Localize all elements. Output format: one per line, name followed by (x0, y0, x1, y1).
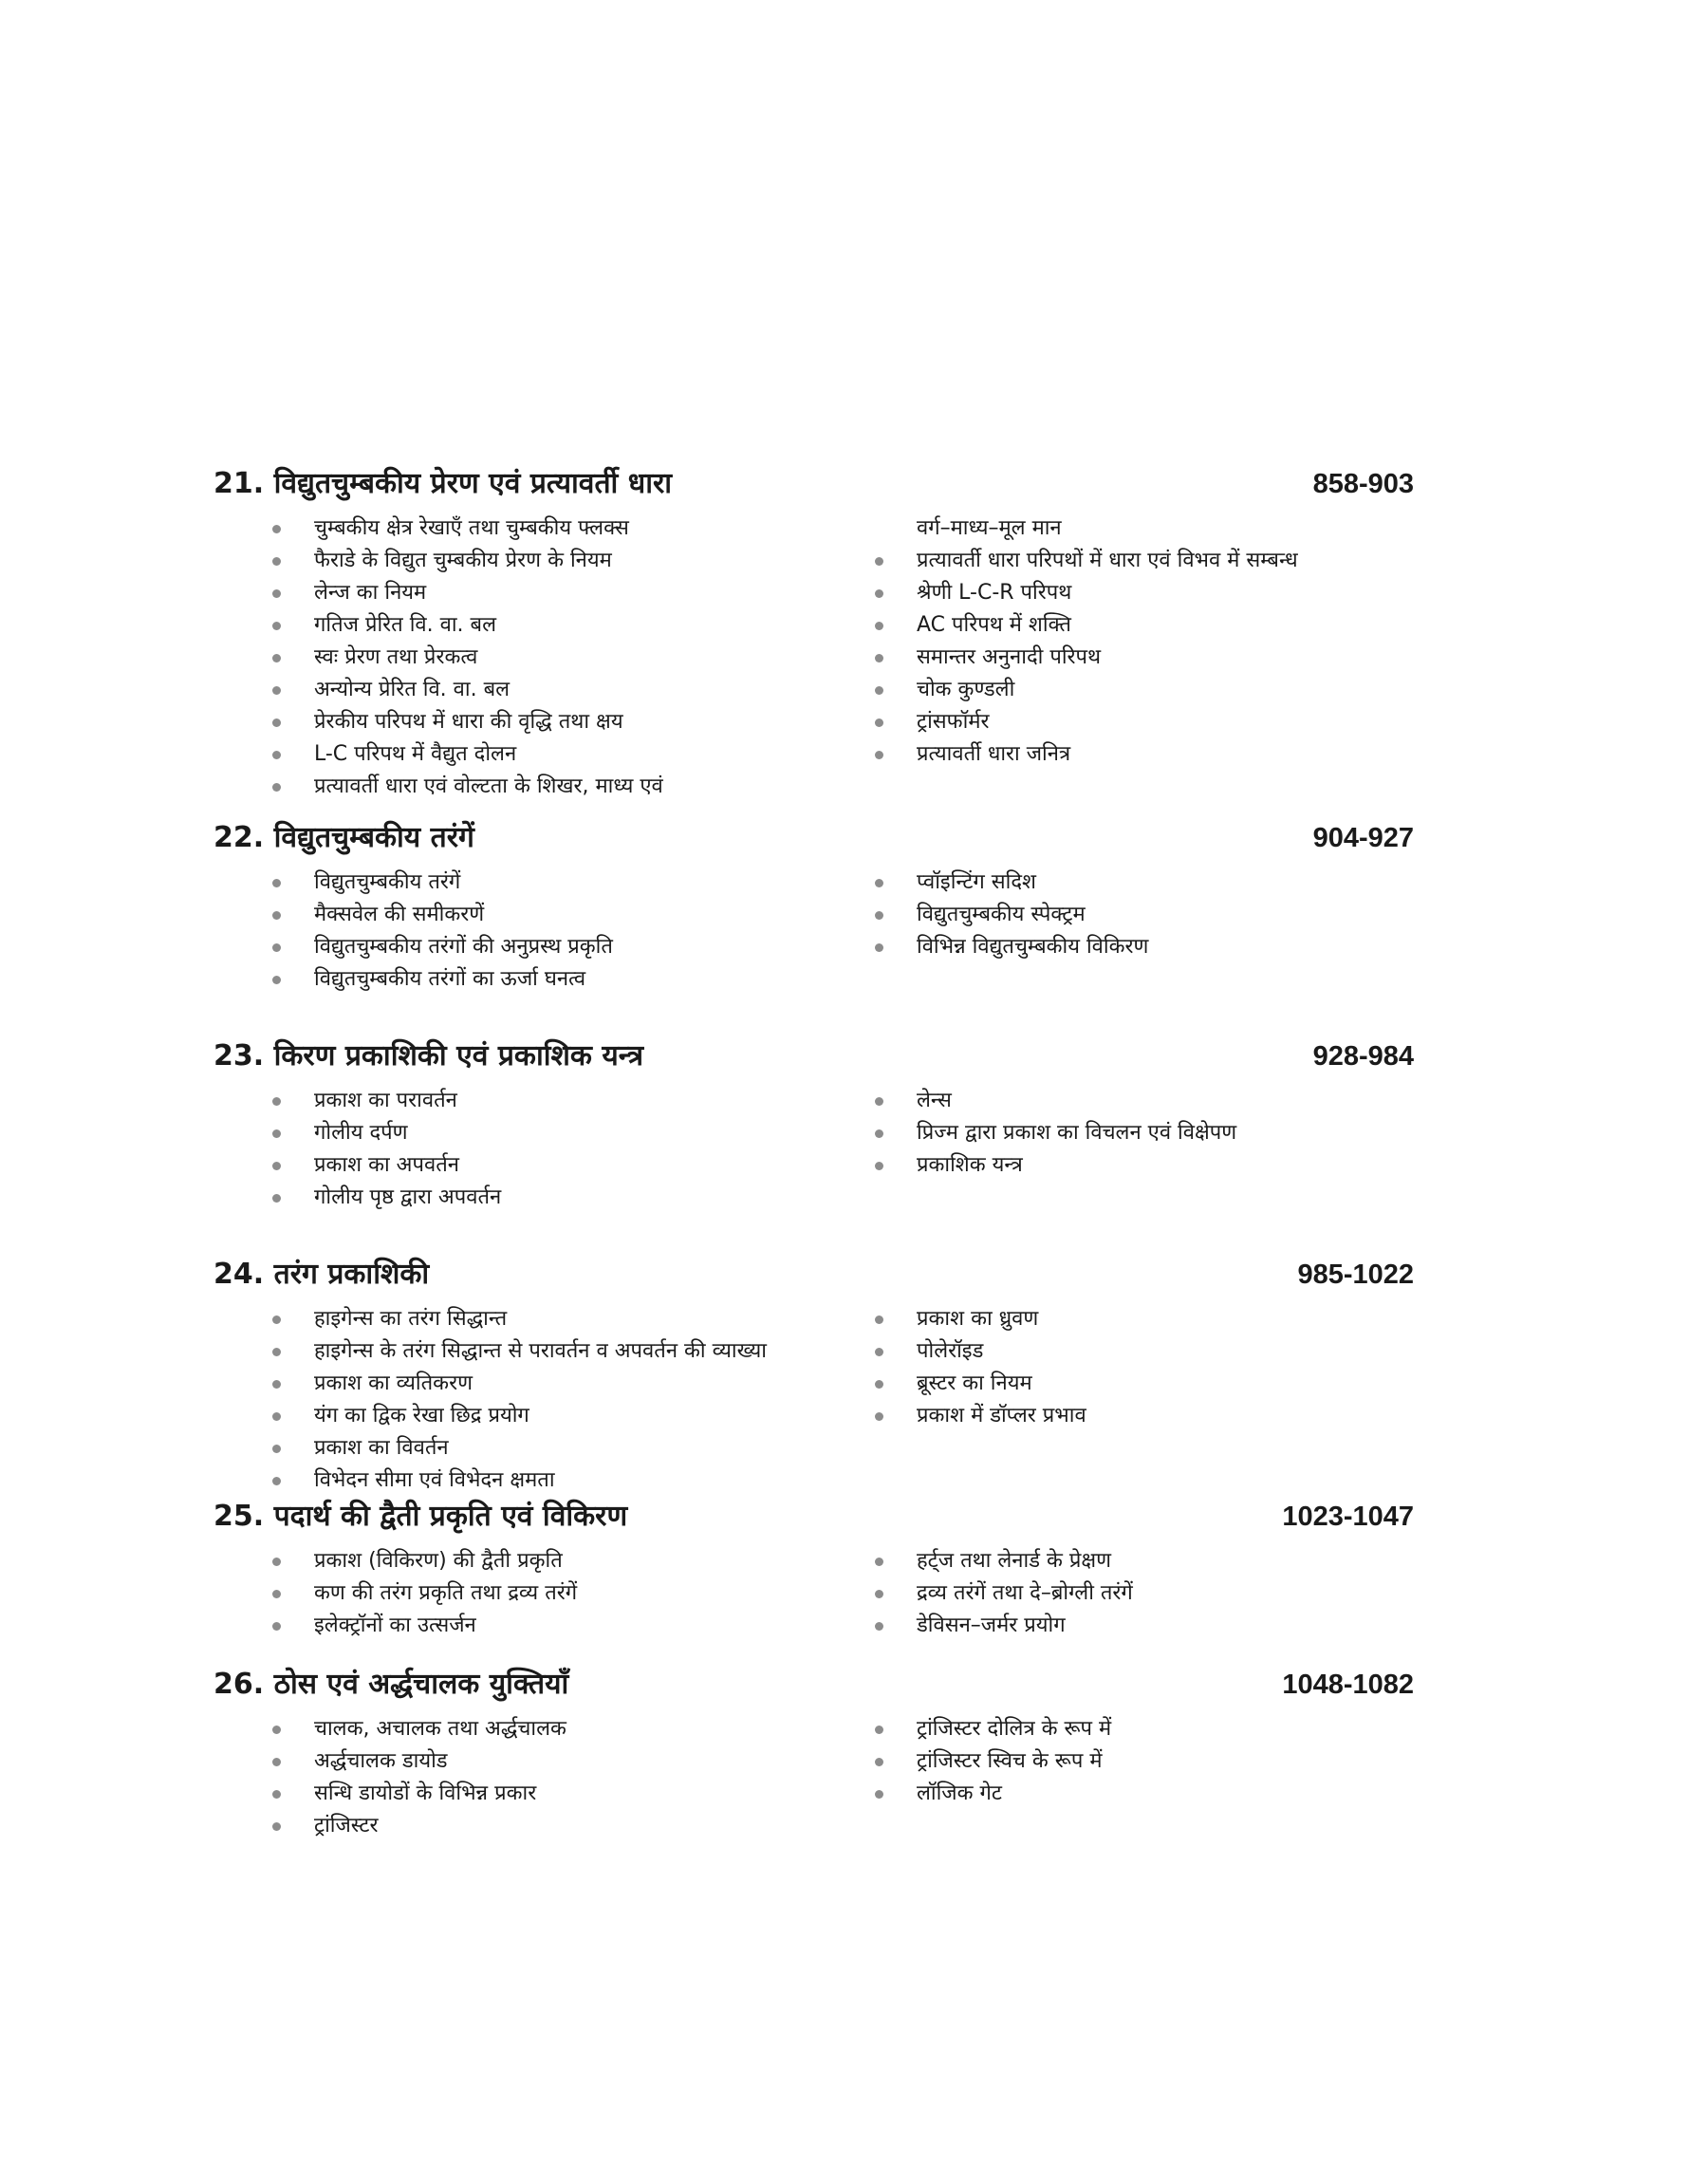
chapter-number: 25. (214, 1500, 265, 1533)
chapter-25 (214, 1498, 1414, 1637)
bullet-icon (272, 1790, 281, 1799)
bullet-icon (272, 1380, 281, 1389)
topic-list-left (272, 513, 804, 803)
topic-item: विद्युतचुम्बकीय तरंगों की अनुप्रस्थ प्रकृति (272, 931, 804, 963)
bullet-icon (272, 751, 281, 759)
bullet-icon (272, 1129, 281, 1138)
chapter-number: 23. (214, 1039, 265, 1073)
bullet-icon (272, 1558, 281, 1566)
topic-item: विद्युतचुम्बकीय स्पेक्ट्रम (875, 899, 1463, 931)
topic-item: प्रकाश में डॉप्लर प्रभाव (875, 1400, 1463, 1432)
bullet-icon (875, 1097, 883, 1106)
bullet-icon (875, 718, 883, 727)
topic-item: हाइगेन्स का तरंग सिद्धान्त (272, 1303, 804, 1335)
chapter-heading (214, 1498, 1414, 1545)
bullet-icon (875, 1129, 883, 1138)
topic-list-right (875, 867, 1463, 963)
topic-item: लॉजिक गेट (875, 1778, 1463, 1810)
topic-list-right (875, 1545, 1463, 1642)
topic-item: डेविसन–जर्मर प्रयोग (875, 1610, 1463, 1642)
topic-list-left (272, 1303, 804, 1497)
topic-item: प्रेरकीय परिपथ में धारा की वृद्धि तथा क्षय (272, 706, 804, 738)
topic-item: प्रकाश (विकिरण) की द्वैती प्रकृति (272, 1545, 804, 1577)
topic-list-left (272, 1713, 804, 1842)
chapter-21 (214, 465, 1414, 798)
chapter-22 (214, 819, 1414, 991)
bullet-icon (272, 943, 281, 952)
bullet-icon (875, 1558, 883, 1566)
topic-item: अर्द्धचालक डायोड (272, 1745, 804, 1778)
topic-item: फैराडे के विद्युत चुम्बकीय प्रेरण के नियम (272, 545, 804, 577)
topic-list-right (875, 1303, 1463, 1432)
topic-item: विभिन्न विद्युतचुम्बकीय विकिरण (875, 931, 1463, 963)
topic-item: विभेदन सीमा एवं विभेदन क्षमता (272, 1465, 804, 1497)
bullet-icon (272, 1412, 281, 1421)
bullet-icon (272, 1348, 281, 1356)
chapter-title (214, 1666, 568, 1704)
topic-item: विद्युतचुम्बकीय तरंगों का ऊर्जा घनत्व (272, 963, 804, 996)
bullet-icon (875, 622, 883, 630)
chapter-title-text: विद्युतचुम्बकीय तरंगें (273, 821, 474, 854)
bullet-icon (272, 1758, 281, 1766)
bullet-icon (875, 1622, 883, 1631)
topic-item: चुम्बकीय क्षेत्र रेखाएँ तथा चुम्बकीय फ्लक्स (272, 513, 804, 545)
chapter-number: 22. (214, 821, 265, 854)
chapter-page-range: 904-927 (1312, 823, 1414, 853)
topic-item: सन्धि डायोडों के विभिन्न प्रकार (272, 1778, 804, 1810)
chapter-title-text: किरण प्रकाशिकी एवं प्रकाशिक यन्त्र (273, 1039, 644, 1073)
topic-list-right (875, 1085, 1463, 1182)
bullet-icon (272, 686, 281, 695)
topic-item: विद्युतचुम्बकीय तरंगें (272, 867, 804, 899)
topic-item: यंग का द्विक रेखा छिद्र प्रयोग (272, 1400, 804, 1432)
topic-item: इलेक्ट्रॉनों का उत्सर्जन (272, 1610, 804, 1642)
chapter-heading (214, 1666, 1414, 1713)
bullet-icon (272, 1194, 281, 1203)
bullet-icon (875, 911, 883, 920)
bullet-icon (272, 1622, 281, 1631)
bullet-icon (875, 1758, 883, 1766)
topic-item: ट्रांजिस्टर स्विच के रूप में (875, 1745, 1463, 1778)
topic-item: पोलेरॉइड (875, 1335, 1463, 1368)
bullet-icon (272, 557, 281, 566)
chapter-26 (214, 1666, 1414, 1838)
bullet-icon (272, 1097, 281, 1106)
chapter-title (214, 1037, 643, 1075)
chapter-page-range: 1048-1082 (1282, 1670, 1414, 1700)
topic-item: लेन्ज का नियम (272, 577, 804, 609)
bullet-icon (272, 1590, 281, 1598)
topic-item: प्वॉइन्टिंग सदिश (875, 867, 1463, 899)
topic-item: प्रकाश का ध्रुवण (875, 1303, 1463, 1335)
chapter-title (214, 465, 672, 503)
chapter-heading (214, 819, 1414, 867)
chapter-page-range: 985-1022 (1297, 1259, 1414, 1290)
chapter-number: 21. (214, 467, 265, 500)
topic-item: गतिज प्रेरित वि. वा. बल (272, 609, 804, 642)
chapter-number: 26. (214, 1668, 265, 1701)
bullet-icon (875, 1380, 883, 1389)
topic-item: प्रत्यावर्ती धारा परिपथों में धारा एवं विभव में सम्बन्ध (875, 545, 1463, 577)
topic-item: प्रिज्म द्वारा प्रकाश का विचलन एवं विक्षेपण (875, 1117, 1463, 1149)
topic-item: प्रकाश का विवर्तन (272, 1432, 804, 1465)
bullet-icon (875, 1412, 883, 1421)
topic-item: चोक कुण्डली (875, 674, 1463, 706)
chapter-heading (214, 465, 1414, 513)
topic-item: ब्रूस्टर का नियम (875, 1368, 1463, 1400)
chapter-title-text: तरंग प्रकाशिकी (273, 1258, 430, 1291)
bullet-icon (272, 1477, 281, 1485)
chapter-title-text: विद्युतचुम्बकीय प्रेरण एवं प्रत्यावर्ती धारा (273, 467, 673, 500)
chapter-number: 24. (214, 1258, 265, 1291)
bullet-icon (272, 1445, 281, 1453)
bullet-icon (875, 1790, 883, 1799)
bullet-icon (272, 783, 281, 792)
topic-item: चालक, अचालक तथा अर्द्धचालक (272, 1713, 804, 1745)
chapter-23 (214, 1037, 1414, 1209)
bullet-icon (875, 1590, 883, 1598)
bullet-icon (272, 1726, 281, 1734)
topic-item: L-C परिपथ में वैद्युत दोलन (272, 738, 804, 771)
chapter-title (214, 1256, 429, 1294)
bullet-icon (272, 879, 281, 887)
topic-item: समान्तर अनुनादी परिपथ (875, 642, 1463, 674)
bullet-icon (875, 943, 883, 952)
topic-item: प्रकाश का व्यतिकरण (272, 1368, 804, 1400)
topic-list-right (875, 1713, 1463, 1810)
bullet-icon (272, 1822, 281, 1831)
topic-item: मैक्सवेल की समीकरणें (272, 899, 804, 931)
bullet-icon (875, 1162, 883, 1170)
bullet-icon (272, 718, 281, 727)
bullet-icon (875, 654, 883, 662)
bullet-icon (272, 911, 281, 920)
bullet-icon (875, 1315, 883, 1324)
topic-item: प्रकाश का अपवर्तन (272, 1149, 804, 1182)
bullet-icon (272, 622, 281, 630)
bullet-icon (875, 686, 883, 695)
topic-item: ट्रांजिस्टर दोलित्र के रूप में (875, 1713, 1463, 1745)
topic-item: प्रकाशिक यन्त्र (875, 1149, 1463, 1182)
topic-item: हाइगेन्स के तरंग सिद्धान्त से परावर्तन व अपवर्तन की व्याख्या (272, 1335, 804, 1368)
topic-item: हर्ट्ज तथा लेनार्ड के प्रेक्षण (875, 1545, 1463, 1577)
bullet-icon (272, 1162, 281, 1170)
chapter-title-text: पदार्थ की द्वैती प्रकृति एवं विकिरण (273, 1500, 628, 1533)
bullet-icon (272, 1315, 281, 1324)
topic-item: ट्रांजिस्टर (272, 1810, 804, 1842)
topic-item: अन्योन्य प्रेरित वि. वा. बल (272, 674, 804, 706)
chapter-page-range: 858-903 (1312, 469, 1414, 499)
chapter-24 (214, 1256, 1414, 1492)
topic-item: AC परिपथ में शक्ति (875, 609, 1463, 642)
topic-list-left (272, 1545, 804, 1642)
chapter-title (214, 819, 474, 857)
topic-list-right (875, 513, 1463, 771)
bullet-icon (875, 879, 883, 887)
chapter-page-range: 928-984 (1312, 1041, 1414, 1072)
bullet-icon (272, 589, 281, 598)
bullet-icon (272, 654, 281, 662)
topic-item: प्रत्यावर्ती धारा जनित्र (875, 738, 1463, 771)
chapter-page-range: 1023-1047 (1282, 1502, 1414, 1532)
bullet-icon (875, 557, 883, 566)
bullet-icon (875, 751, 883, 759)
topic-item: ट्रांसफॉर्मर (875, 706, 1463, 738)
topic-item: गोलीय दर्पण (272, 1117, 804, 1149)
topic-item: स्वः प्रेरण तथा प्रेरकत्व (272, 642, 804, 674)
topic-item: प्रकाश का परावर्तन (272, 1085, 804, 1117)
topic-item: गोलीय पृष्ठ द्वारा अपवर्तन (272, 1182, 804, 1214)
chapter-title-text: ठोस एवं अर्द्धचालक युक्तियाँ (273, 1668, 569, 1701)
topic-item: श्रेणी L-C-R परिपथ (875, 577, 1463, 609)
topic-item: द्रव्य तरंगें तथा दे–ब्रोग्ली तरंगें (875, 1577, 1463, 1610)
chapter-heading (214, 1037, 1414, 1085)
topic-list-left (272, 1085, 804, 1214)
bullet-icon (875, 1348, 883, 1356)
topic-item: कण की तरंग प्रकृति तथा द्रव्य तरंगें (272, 1577, 804, 1610)
chapter-heading (214, 1256, 1414, 1303)
topic-item: लेन्स (875, 1085, 1463, 1117)
bullet-icon (875, 1726, 883, 1734)
chapter-title (214, 1498, 627, 1536)
bullet-icon (272, 525, 281, 533)
topic-item-continuation: वर्ग–माध्य–मूल मान (917, 516, 1062, 540)
bullet-icon (272, 976, 281, 984)
bullet-icon (875, 589, 883, 598)
topic-item: प्रत्यावर्ती धारा एवं वोल्टता के शिखर, माध्य एवं (272, 771, 804, 803)
topic-list-left (272, 867, 804, 996)
